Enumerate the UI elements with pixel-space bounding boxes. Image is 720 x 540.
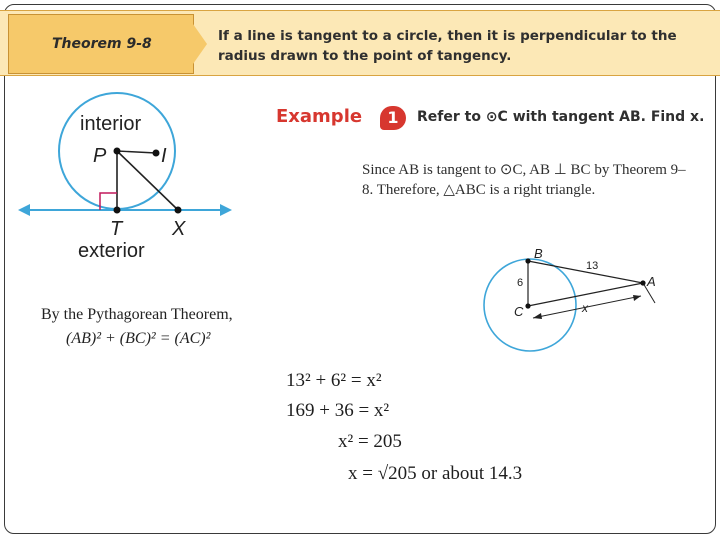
pythagorean-formula: (AB)² + (BC)² = (AC)² [66,330,211,347]
theorem-statement: If a line is tangent to a circle, then it is perpendicular to the radius drawn to the point of tangency. [218,28,677,64]
example-problem: Refer to ⊙C with tangent AB. Find x. [417,109,705,125]
example-title: Example [276,106,363,127]
pythagorean-intro: By the Pythagorean Theorem, [41,306,233,323]
equation-step-1: 13² + 6² = x² [286,370,382,391]
label-side-bc: 6 [517,277,524,289]
dimension-arrow-left [533,313,542,319]
label-point-b: B [534,246,543,261]
example-number-badge: 1 [380,106,406,130]
label-point-i: I [161,145,167,167]
label-point-p: P [93,145,107,167]
point-a-dot [640,280,645,285]
equation-step-2: 169 + 36 = x² [286,400,390,421]
label-point-x: X [172,218,186,240]
label-interior: interior [80,113,142,135]
point-c-dot [525,303,530,308]
label-point-c: C [514,304,524,319]
dimension-arrow-right [633,295,641,301]
example-solution: Since AB is tangent to ⊙C, AB ⊥ BC by Theorem 9–8. Therefore, △ABC is a right triangle. [362,162,686,198]
label-point-a: A [647,274,656,289]
equation-step-4: x = √205 or about 14.3 [348,463,523,484]
theorem-label: Theorem 9-8 [52,36,152,52]
label-exterior: exterior [78,240,145,262]
label-side-ca: x [582,301,588,315]
label-side-ab: 13 [586,260,599,272]
point-b-dot [525,258,530,263]
label-point-t: T [110,218,123,240]
equation-step-3: x² = 205 [338,431,402,452]
